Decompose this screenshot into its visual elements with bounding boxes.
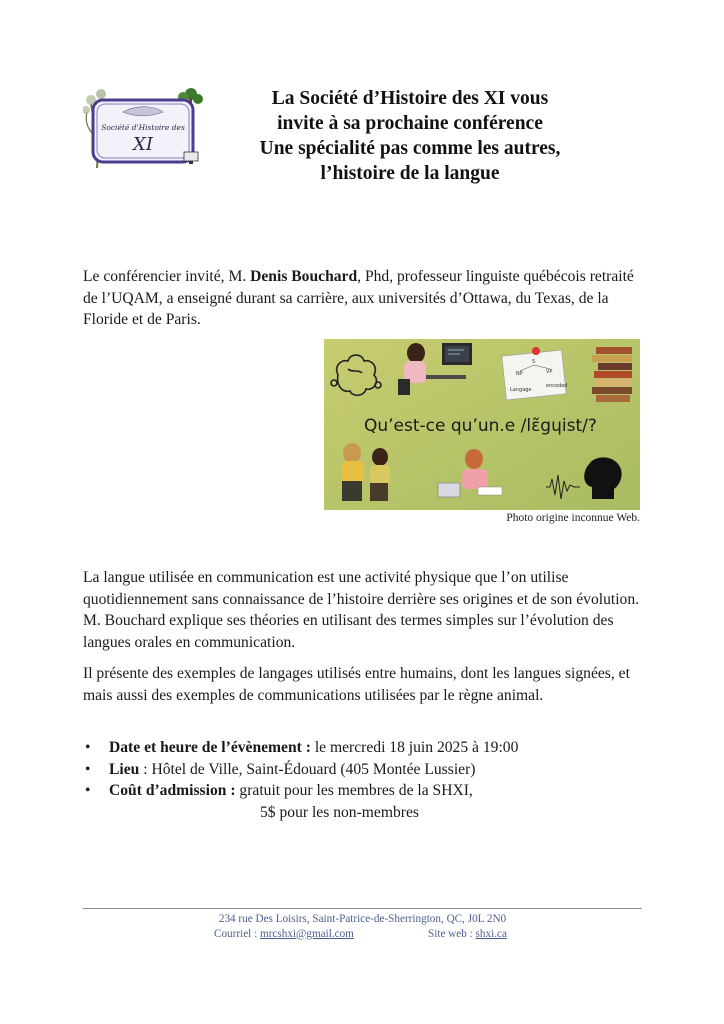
event-details [83, 737, 643, 823]
books-stack [592, 347, 632, 402]
date-label: Date et heure de l’évènement : [109, 739, 311, 756]
intro-before: Le conférencier invité, M. [83, 268, 251, 285]
society-logo [83, 84, 207, 170]
tree-label-encoded: encoded [546, 383, 568, 389]
title-line1: La Société d’Histoire des XI vous [271, 88, 549, 109]
title-line3: Une spécialité pas comme les autres, [259, 138, 561, 159]
tree-label-langage: Langage [510, 387, 532, 393]
title-line2: invite à sa prochaine conférence [277, 113, 543, 134]
list-item-date [83, 737, 643, 759]
bullet-dot: • [85, 760, 91, 778]
footer-address: 234 rue Des Loisirs, Saint-Patrice-de-Sherrington, QC, J0L 2N0 [218, 913, 507, 925]
logo-text-line2: XI [133, 134, 153, 155]
syntax-tree-note [502, 347, 568, 400]
intro-after: , Phd, professeur linguiste québécois retraité de l’UQAM, a enseigné durant sa carrière, aux universités d’Ottawa, du Texas, de la Floride et de Paris. [83, 268, 634, 328]
footer [83, 912, 642, 942]
logo-text-line1: Société d'Histoire des [101, 123, 185, 132]
bullet-dot: • [85, 782, 91, 799]
list-item-cost [83, 780, 643, 802]
place-label: Lieu [109, 760, 140, 778]
cost-value: gratuit pour les membres de la SHXI, [235, 782, 473, 799]
footer-divider [83, 908, 642, 909]
intro-paragraph [83, 266, 643, 331]
body-paragraph-1: La langue utilisée en communication est une activité physique que l’on utilise quotidiennement sans connaissance de l’histoire derrière ses origines et de son évolution. M. Bouchard explique ses théories en utilisant des termes simples sur l’évolution des langues orales en communication. [83, 569, 640, 651]
linguist-illustration [324, 339, 640, 510]
cost-label: Coût d’admission : [109, 782, 236, 799]
tree-label-s: S [532, 359, 536, 365]
bullet-dot: • [85, 739, 91, 756]
footer-web-link[interactable]: shxi.ca [475, 927, 507, 940]
photo-headline: Qu’est-ce qu’un.e /lɛ̃gɥist/? [364, 416, 597, 436]
place-value: : Hôtel de Ville, Saint-Édouard (405 Montée Lussier) [139, 760, 476, 778]
footer-email-link[interactable]: mrcshxi@gmail.com [260, 927, 354, 940]
speaker-name: Denis Bouchard [250, 268, 358, 285]
footer-email-label: Courriel : [214, 927, 260, 940]
date-value: le mercredi 18 juin 2025 à 19:00 [310, 739, 519, 756]
cost-value-continued: 5$ pour les non-membres [260, 803, 419, 821]
photo-caption: Photo origine inconnue Web. [506, 512, 640, 524]
list-item-place [83, 759, 643, 781]
tree-label-np: NP [516, 371, 523, 377]
page-title [210, 86, 610, 186]
tree-label-vp: VP [546, 369, 553, 375]
footer-web-label: Site web : [428, 927, 476, 940]
body-paragraph-2: Il présente des exemples de langages utilisés entre humains, dont les langues signées, et mais aussi des exemples de communications utilisées par le règne animal. [83, 665, 630, 704]
title-line4: l’histoire de la langue [320, 163, 500, 184]
